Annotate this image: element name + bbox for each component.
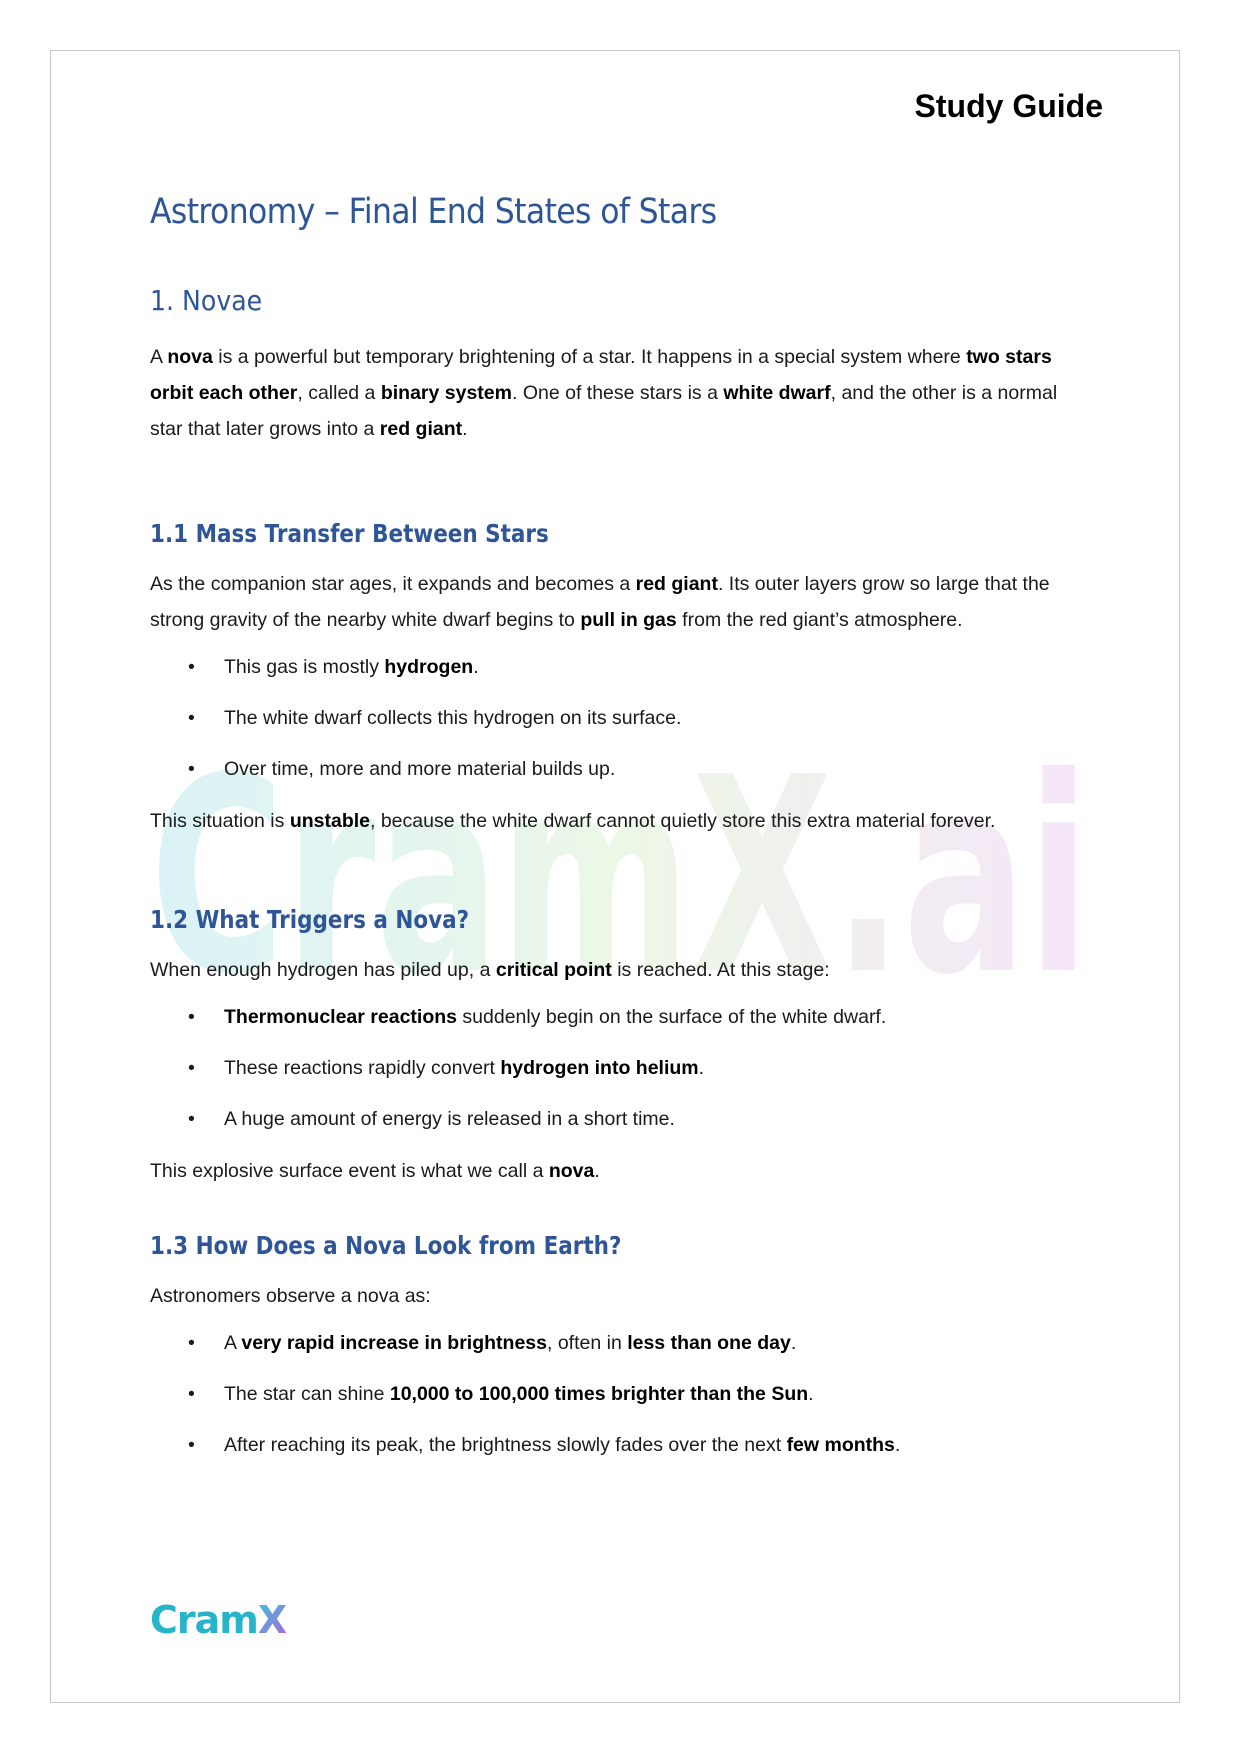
bold-term: critical point <box>495 959 612 981</box>
cramx-logo <box>150 1598 286 1642</box>
text-run: is a powerful but temporary brightening of a star. It happens in a special system where <box>212 346 967 368</box>
section-heading-novae: 1. Novae <box>150 284 263 317</box>
bullet-item <box>150 1330 1090 1357</box>
bold-term: binary system <box>380 382 512 404</box>
bold-term: red giant <box>379 418 463 440</box>
text-run: This situation is <box>150 810 290 832</box>
text-run: . Its outer layers grow so large that the strong gravity of the nearby white dwarf begins to <box>150 573 1050 631</box>
bold-term: Thermonuclear reactions <box>224 1006 457 1028</box>
bullet-item <box>150 1381 1090 1408</box>
subsection-heading-nova-appearance: 1.3 How Does a Nova Look from Earth? <box>150 1231 622 1260</box>
text-run: Over time, more and more material builds up. <box>224 758 616 780</box>
bold-term: nova <box>548 1160 595 1182</box>
text-run: . One of these stars is a <box>511 382 724 404</box>
text-run: After reaching its peak, the brightness slowly fades over the next <box>224 1434 787 1456</box>
bullet-item <box>150 756 1090 783</box>
bullet-item <box>150 654 1090 681</box>
text-run: A huge amount of energy is released in a short time. <box>224 1108 675 1130</box>
novae-intro-paragraph <box>150 339 1090 447</box>
bullet-item <box>150 1004 1090 1031</box>
text-run: . <box>894 1434 901 1456</box>
text-run: As the companion star ages, it expands and becomes a <box>150 573 636 595</box>
bold-term: red giant <box>635 573 718 595</box>
mass-transfer-paragraph <box>150 566 1090 638</box>
text-run: , because the white dwarf cannot quietly store this extra material forever. <box>370 810 996 832</box>
text-run: . <box>790 1332 797 1354</box>
text-run: These reactions rapidly convert <box>224 1057 501 1079</box>
mass-transfer-closing <box>150 803 1090 839</box>
text-run: suddenly begin on the surface of the white dwarf. <box>457 1006 887 1028</box>
text-run: . <box>594 1160 600 1182</box>
text-run: . <box>462 418 468 440</box>
bold-term: white dwarf <box>723 382 831 404</box>
text-run: , often in <box>546 1332 628 1354</box>
header-label: Study Guide <box>914 88 1103 124</box>
bold-term: pull in gas <box>580 609 677 631</box>
bold-term: nova <box>167 346 213 368</box>
bold-term: hydrogen into helium <box>500 1057 699 1079</box>
bullet-item <box>150 705 1090 732</box>
bullet-item <box>150 1055 1090 1082</box>
bold-term: very rapid increase in brightness <box>241 1332 547 1354</box>
bold-term: unstable <box>289 810 370 832</box>
bold-term: 10,000 to 100,000 times brighter than the Sun <box>389 1383 809 1405</box>
mass-transfer-list <box>150 654 1090 783</box>
text-run: A <box>150 346 168 368</box>
text-run: The white dwarf collects this hydrogen on its surface. <box>224 707 682 729</box>
text-run: . <box>808 1383 814 1405</box>
text-run: , and the other is a normal star that later grows into a <box>150 382 1058 440</box>
bullet-item <box>150 1432 1090 1459</box>
text-run: . <box>473 656 479 678</box>
text-run: This explosive surface event is what we call a <box>150 1160 549 1182</box>
document-body <box>150 180 1090 1459</box>
nova-trigger-paragraph <box>150 952 1090 988</box>
text-run: . <box>698 1057 705 1079</box>
bold-term: less than one day <box>627 1332 791 1354</box>
text-run: A <box>224 1332 242 1354</box>
logo-text-cram: Cram <box>150 1598 258 1642</box>
bold-term: two stars orbit each other <box>150 346 1052 404</box>
subsection-heading-mass-transfer: 1.1 Mass Transfer Between Stars <box>150 519 549 548</box>
nova-trigger-closing <box>150 1153 1090 1189</box>
text-run: , called a <box>297 382 381 404</box>
nova-trigger-list <box>150 1004 1090 1133</box>
text-run: This gas is mostly <box>224 656 385 678</box>
text-run: is reached. At this stage: <box>611 959 830 981</box>
bold-term: hydrogen <box>384 656 474 678</box>
text-run: Astronomers observe a nova as: <box>150 1285 431 1307</box>
bold-term: few months <box>786 1434 895 1456</box>
nova-appearance-list <box>150 1330 1090 1459</box>
text-run: from the red giant’s atmosphere. <box>676 609 963 631</box>
nova-appearance-paragraph <box>150 1278 1090 1314</box>
text-run: The star can shine <box>224 1383 390 1405</box>
document-title: Astronomy – Final End States of Stars <box>150 192 717 232</box>
logo-text-x: X <box>257 1598 287 1642</box>
bullet-item <box>150 1106 1090 1133</box>
watermark-text: CramX.ai <box>150 755 1090 995</box>
text-run: When enough hydrogen has piled up, a <box>150 959 496 981</box>
subsection-heading-nova-trigger: 1.2 What Triggers a Nova? <box>150 905 470 934</box>
